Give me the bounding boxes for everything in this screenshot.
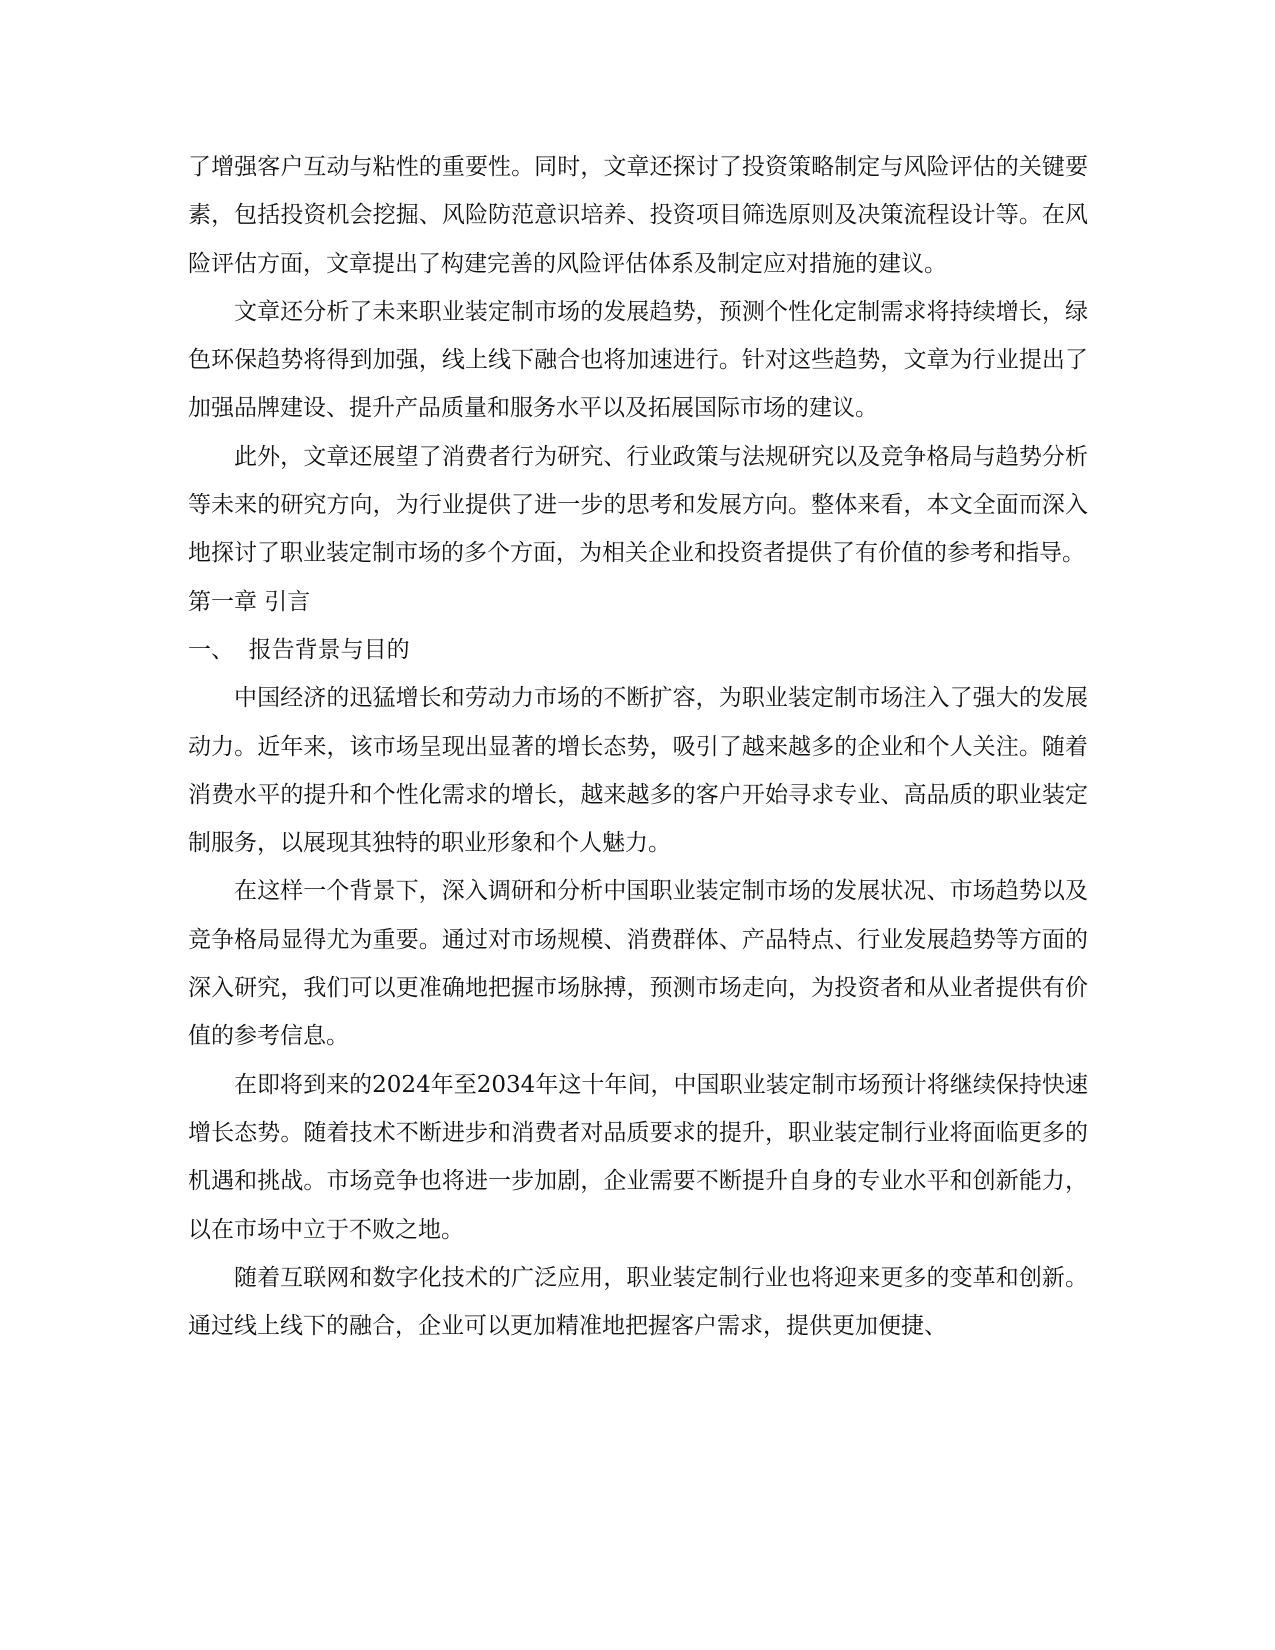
paragraph-digital: 随着互联网和数字化技术的广泛应用，职业装定制行业也将迎来更多的变革和创新。通过线上线下的融合，企业可以更加精准地把握客户需求，提供更加便捷、 <box>188 1264 1088 1340</box>
section-title: 一、 报告背景与目的 <box>188 636 410 663</box>
document-page <box>188 143 1088 1350</box>
chapter-title: 第一章 引言 <box>188 588 311 615</box>
paragraph-research: 在这样一个背景下，深入调研和分析中国职业装定制市场的发展状况、市场趋势以及竞争格局显得尤为重要。通过对市场规模、消费群体、产品特点、行业发展趋势等方面的深入研究，我们可以更准确地把握市场脉搏，预测市场走向，为投资者和从业者提供有价值的参考信息。 <box>188 878 1088 1050</box>
paragraph-background: 中国经济的迅猛增长和劳动力市场的不断扩容，为职业装定制市场注入了强大的发展动力。近年来，该市场呈现出显著的增长态势，吸引了越来越多的企业和个人关注。随着消费水平的提升和个性化需求的增长，越来越多的客户开始寻求专业、高品质的职业装定制服务，以展现其独特的职业形象和个人魅力。 <box>188 685 1088 857</box>
paragraph-trends: 文章还分析了未来职业装定制市场的发展趋势，预测个性化定制需求将持续增长，绿色环保趋势将得到加强，线上线下融合也将加速进行。针对这些趋势，文章为行业提出了加强品牌建设、提升产品质量和服务水平以及拓展国际市场的建议。 <box>188 298 1088 422</box>
paragraph-continued: 了增强客户互动与粘性的重要性。同时，文章还探讨了投资策略制定与风险评估的关键要素，包括投资机会挖掘、风险防范意识培养、投资项目筛选原则及决策流程设计等。在风险评估方面，文章提出了构建完善的风险评估体系及制定应对措施的建议。 <box>188 154 1088 277</box>
paragraph-forecast: 在即将到来的2024年至2034年这十年间，中国职业装定制市场预计将继续保持快速增长态势。随着技术不断进步和消费者对品质要求的提升，职业装定制行业将面临更多的机遇和挑战。市场竞争也将进一步加剧，企业需要不断提升自身的专业水平和创新能力，以在市场中立于不败之地。 <box>188 1071 1088 1243</box>
paragraph-outlook: 此外，文章还展望了消费者行为研究、行业政策与法规研究以及竞争格局与趋势分析等未来的研究方向，为行业提供了进一步的思考和发展方向。整体来看，本文全面而深入地探讨了职业装定制市场的多个方面，为相关企业和投资者提供了有价值的参考和指导。 <box>188 443 1088 567</box>
